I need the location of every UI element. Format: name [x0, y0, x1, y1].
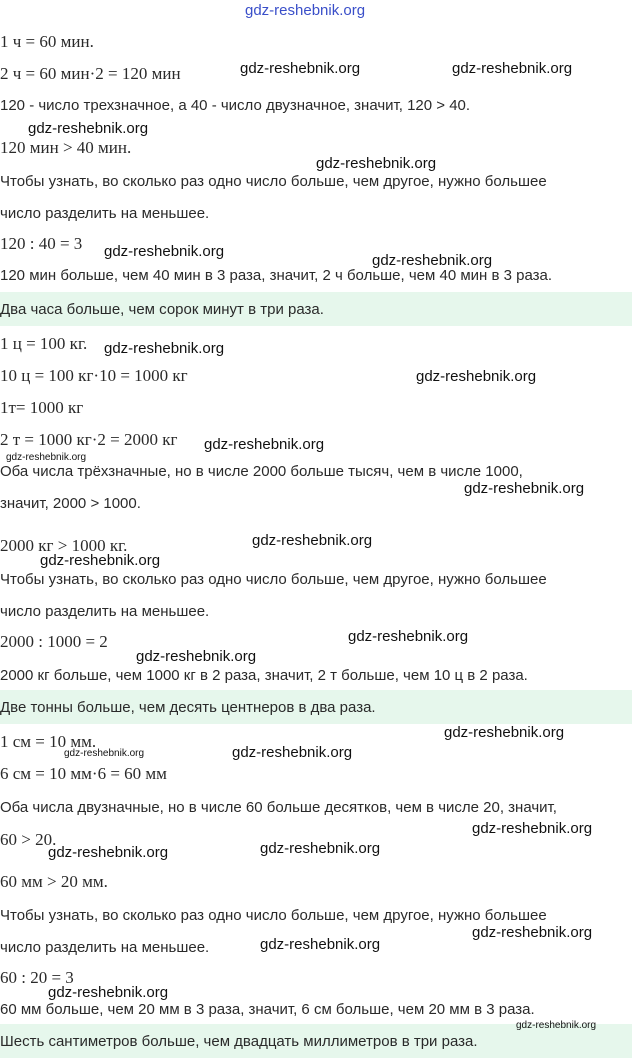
watermark: gdz-reshebnik.org	[104, 340, 225, 357]
line-24: 60 мм > 20 мм.	[0, 872, 108, 891]
watermark-top: gdz-reshebnik.org	[245, 2, 366, 19]
watermark: gdz-reshebnik.org	[464, 480, 585, 497]
watermark: gdz-reshebnik.org	[240, 60, 361, 77]
line-9: 1 ц = 100 кг.	[0, 334, 88, 353]
answer-2: Две тонны больше, чем десять центнеров в два раза.	[0, 699, 376, 716]
watermark: gdz-reshebnik.org	[452, 60, 573, 77]
watermark: gdz-reshebnik.org	[472, 820, 593, 837]
line-26: число разделить на меньшее.	[0, 939, 210, 956]
line-22: Оба числа двузначные, но в числе 60 больше десятков, чем в числе 20, значит,	[0, 799, 557, 816]
line-23: 60 > 20.	[0, 830, 57, 849]
watermark: gdz-reshebnik.org	[40, 552, 161, 569]
answer-1: Два часа больше, чем сорок минут в три раза.	[0, 301, 324, 318]
watermark: gdz-reshebnik.org	[444, 724, 565, 741]
watermark-small: gdz-reshebnik.org	[64, 748, 145, 759]
line-15: 2000 кг > 1000 кг.	[0, 536, 128, 555]
watermark: gdz-reshebnik.org	[48, 844, 169, 861]
line-19: 2000 кг больше, чем 1000 кг в 2 раза, значит, 2 т больше, чем 10 ц в 2 раза.	[0, 667, 528, 684]
watermark-small: gdz-reshebnik.org	[516, 1020, 597, 1031]
line-8: 120 мин больше, чем 40 мин в 3 раза, значит, 2 ч больше, чем 40 мин в 3 раза.	[0, 267, 553, 284]
watermark: gdz-reshebnik.org	[260, 936, 381, 953]
line-10: 10 ц = 100 кг·10 = 1000 кг	[0, 366, 188, 385]
watermark: gdz-reshebnik.org	[28, 120, 149, 137]
line-16: Чтобы узнать, во сколько раз одно число больше, чем другое, нужно большее	[0, 571, 547, 588]
line-17: число разделить на меньшее.	[0, 603, 210, 620]
line-21: 6 см = 10 мм·6 = 60 мм	[0, 764, 167, 783]
line-18: 2000 : 1000 = 2	[0, 632, 108, 651]
line-1: 1 ч = 60 мин.	[0, 32, 94, 51]
line-28: 60 мм больше, чем 20 мм в 3 раза, значит, 6 см больше, чем 20 мм в 3 раза.	[0, 1001, 535, 1018]
watermark: gdz-reshebnik.org	[348, 628, 469, 645]
line-7: 120 : 40 = 3	[0, 234, 83, 253]
watermark: gdz-reshebnik.org	[372, 252, 493, 269]
line-25: Чтобы узнать, во сколько раз одно число больше, чем другое, нужно большее	[0, 907, 547, 924]
line-20: 1 см = 10 мм.	[0, 732, 97, 751]
watermark: gdz-reshebnik.org	[260, 840, 381, 857]
line-27: 60 : 20 = 3	[0, 968, 74, 987]
watermark: gdz-reshebnik.org	[104, 243, 225, 260]
line-2: 2 ч = 60 мин·2 = 120 мин	[0, 64, 181, 83]
line-13: Оба числа трёхзначные, но в числе 2000 больше тысяч, чем в числе 1000,	[0, 463, 523, 480]
watermark: gdz-reshebnik.org	[136, 648, 257, 665]
watermark: gdz-reshebnik.org	[316, 155, 437, 172]
watermark: gdz-reshebnik.org	[232, 744, 353, 761]
watermark: gdz-reshebnik.org	[252, 532, 373, 549]
watermark: gdz-reshebnik.org	[416, 368, 537, 385]
line-12: 2 т = 1000 кг·2 = 2000 кг	[0, 430, 178, 449]
line-3: 120 - число трехзначное, а 40 - число двузначное, значит, 120 > 40.	[0, 97, 471, 114]
line-4: 120 мин > 40 мин.	[0, 138, 132, 157]
line-6: число разделить на меньшее.	[0, 205, 210, 222]
answer-3: Шесть сантиметров больше, чем двадцать миллиметров в три раза.	[0, 1033, 478, 1050]
watermark: gdz-reshebnik.org	[48, 984, 169, 1001]
line-14: значит, 2000 > 1000.	[0, 495, 141, 512]
line-5: Чтобы узнать, во сколько раз одно число больше, чем другое, нужно большее	[0, 173, 547, 190]
line-11: 1т= 1000 кг	[0, 398, 84, 417]
watermark: gdz-reshebnik.org	[204, 436, 325, 453]
watermark-small: gdz-reshebnik.org	[6, 452, 87, 463]
watermark: gdz-reshebnik.org	[472, 924, 593, 941]
